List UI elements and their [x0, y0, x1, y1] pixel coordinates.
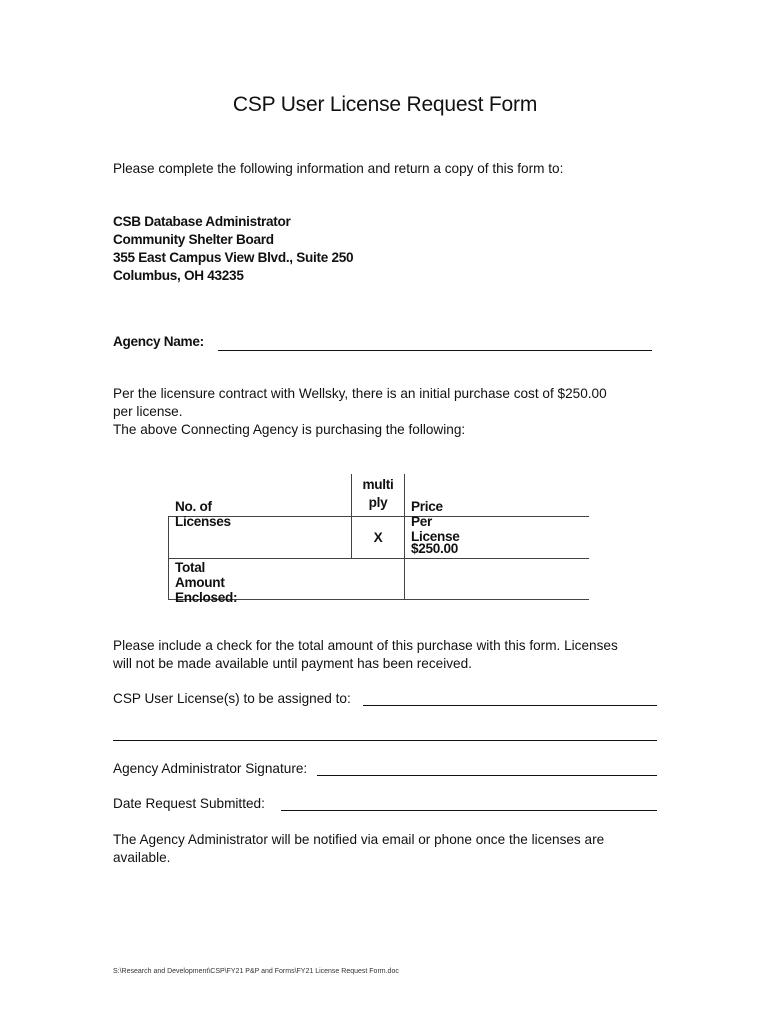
notify-text-line-1: The Agency Administrator will be notified via email or phone once the licenses are: [113, 832, 605, 847]
payment-text-line-1: Please include a check for the total amount of this purchase with this form. Licenses: [113, 638, 618, 653]
footer-file-path: S:\Research and Development\CSP\FY21 P&P and Forms\FY21 License Request Form.doc: [113, 968, 399, 975]
notify-text-line-2: available.: [113, 850, 171, 865]
form-title: CSP User License Request Form: [232, 93, 538, 116]
contract-text-line-1: Per the licensure contract with Wellsky, there is an initial purchase cost of $250.00: [113, 386, 607, 401]
table-divider: [168, 558, 405, 559]
multiply-header-line-1: multi: [362, 477, 394, 492]
price-header: Price Per License: [411, 499, 460, 544]
price-value: $250.00: [411, 541, 459, 556]
signature-label: Agency Administrator Signature:: [113, 761, 308, 776]
contract-text: [113, 385, 607, 439]
agency-name-field[interactable]: [218, 350, 652, 351]
notify-text: [113, 831, 604, 867]
licenses-header: No. of Licenses: [175, 499, 231, 529]
contract-text-line-3: The above Connecting Agency is purchasing the following:: [113, 422, 466, 437]
address-line-2: Community Shelter Board: [113, 232, 274, 247]
contract-text-line-2: per license.: [113, 404, 183, 419]
multiply-symbol: X: [373, 530, 383, 545]
agency-name-label: Agency Name:: [113, 334, 204, 349]
payment-text: [113, 637, 618, 673]
payment-text-line-2: will not be made available until payment has been received.: [113, 656, 472, 671]
assigned-label: CSP User License(s) to be assigned to:: [113, 691, 351, 706]
address-line-3: 355 East Campus View Blvd., Suite 250: [113, 250, 354, 265]
licenses-input[interactable]: [169, 517, 350, 557]
date-label: Date Request Submitted:: [113, 796, 265, 811]
multiply-header-line-2: ply: [368, 495, 388, 510]
address-line-1: CSB Database Administrator: [113, 214, 291, 229]
signature-field[interactable]: [317, 775, 657, 776]
mailing-address: [113, 213, 353, 285]
multiply-header: [352, 476, 404, 512]
assigned-field-continued[interactable]: [113, 740, 657, 741]
address-line-4: Columbus, OH 43235: [113, 268, 244, 283]
total-amount-input[interactable]: [405, 559, 588, 598]
date-field[interactable]: [281, 810, 657, 811]
intro-text: Please complete the following information and return a copy of this form to:: [113, 161, 564, 176]
total-label: Total Amount Enclosed:: [175, 560, 238, 605]
assigned-field[interactable]: [363, 705, 657, 706]
